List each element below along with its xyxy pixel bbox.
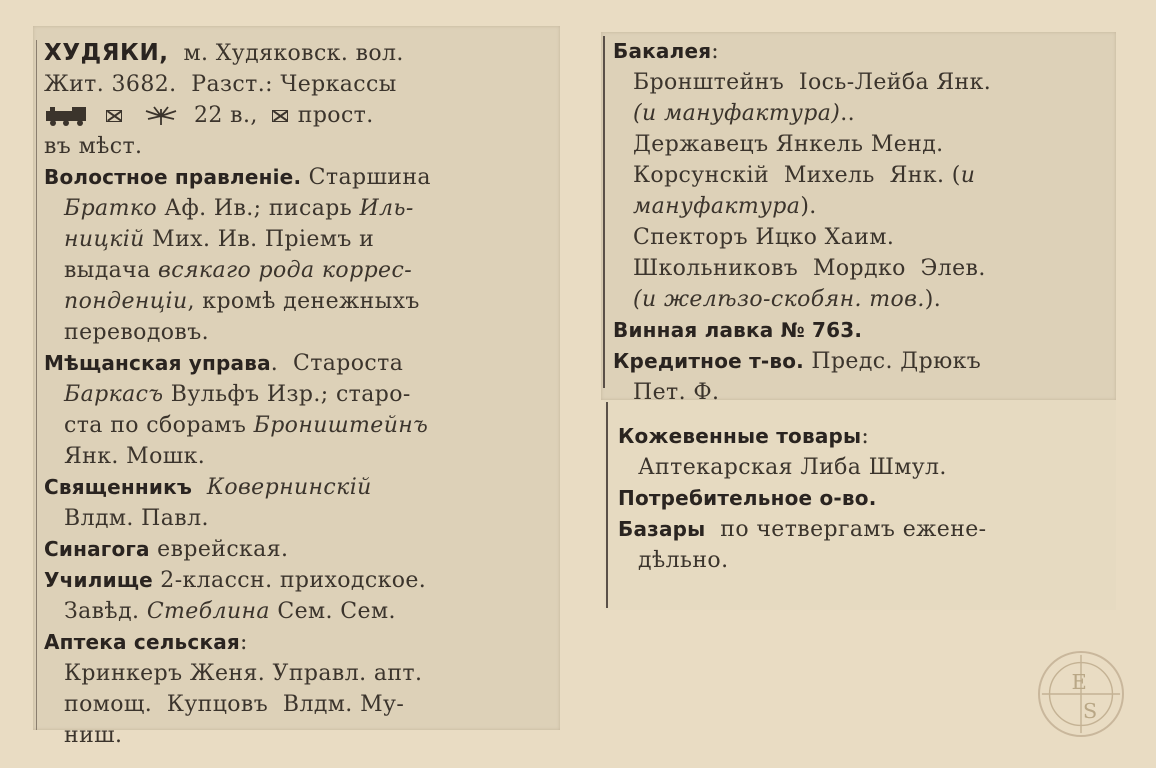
text-line (44, 410, 554, 441)
entry-text: дѣльно. (638, 548, 729, 573)
entry-text: Аптекарская Либа Шмул. (638, 455, 947, 480)
text-line (618, 545, 1108, 576)
entry-text: мануфактура (633, 194, 801, 219)
entry-text: (и желѣзо-скобян. тов. (633, 287, 925, 312)
text-line (618, 421, 1108, 452)
text-line (613, 98, 1113, 129)
entry-text: (и мануфактура) (633, 101, 841, 126)
entry-text: Жит. 3682. Разст.: Черкассы (44, 72, 397, 97)
entry-heading: Волостное правленіе. (44, 165, 302, 189)
entry-text: понденціи (64, 289, 188, 314)
text-line (613, 129, 1113, 160)
post-note-text: прост. (297, 103, 374, 128)
distance-text: 22 в., (194, 103, 258, 128)
entry-text: : (239, 630, 248, 655)
entry-text: ). (924, 287, 942, 312)
text-line (613, 253, 1113, 284)
entry-text: въ мѣст. (44, 134, 143, 159)
entry-heading: Базары (618, 517, 706, 541)
text-line (44, 100, 554, 131)
entry-text: Сем. Сем. (269, 599, 396, 624)
entry-text: Братко (64, 196, 158, 221)
entry-text: переводовъ. (64, 320, 209, 345)
entry-text: 2-классн. приходское. (152, 568, 427, 593)
left-column-text (44, 38, 554, 751)
text-line (44, 69, 554, 100)
text-line (613, 160, 1113, 191)
entry-text: ). (800, 194, 817, 219)
entry-heading: Аптека сельская (44, 630, 240, 654)
entry-heading: Мѣщанская управа (44, 351, 271, 375)
entry-text: Завѣд. (64, 599, 147, 624)
entry-text: : (711, 39, 720, 64)
watermark-seal (1038, 651, 1124, 737)
text-line (44, 38, 554, 69)
text-line (44, 348, 554, 379)
entry-text: Броништейнъ (253, 413, 429, 438)
text-line (613, 36, 1113, 67)
entry-text: Кринкеръ Женя. Управл. апт. (64, 661, 423, 686)
entry-text: еврейская. (149, 537, 289, 562)
text-line (44, 441, 554, 472)
entry-heading: Кожевенные товары (618, 424, 862, 448)
entry-text: Старшина (301, 165, 431, 190)
text-line (613, 284, 1113, 315)
entry-heading: Винная лавка № 763. (613, 318, 863, 342)
text-line (44, 162, 554, 193)
text-line (44, 224, 554, 255)
entry-text: Стеблина (146, 599, 270, 624)
text-line (618, 483, 1108, 514)
text-line (613, 191, 1113, 222)
entry-text: Школьниковъ Мордко Элев. (633, 256, 986, 281)
text-line (618, 514, 1108, 545)
right-column-text (613, 36, 1113, 408)
entry-text: ницкій (64, 227, 145, 252)
text-line (44, 503, 554, 534)
entry-text: выдача (64, 258, 159, 283)
entry-text: Влдм. Павл. (64, 506, 209, 531)
text-line (44, 131, 554, 162)
entry-heading: ХУДЯКИ, (44, 40, 169, 66)
entry-heading: Потребительное о-во. (618, 486, 877, 510)
entry-text: .. (840, 101, 856, 126)
entry-text: ста по сборамъ (64, 413, 254, 438)
entry-text: Мих. Ив. Пріемъ и (144, 227, 375, 252)
lower-right-column-text (618, 421, 1108, 576)
entry-heading: Бакалея (613, 39, 712, 63)
text-line (44, 255, 554, 286)
text-line (44, 720, 554, 751)
entry-text: Корсунскій Михель Янк. ( (633, 163, 961, 188)
entry-heading: Кредитное т-во. (613, 349, 804, 373)
seal-letter-top: E (1071, 670, 1087, 695)
entry-text: Баркасъ (64, 382, 164, 407)
right-column-rule (603, 36, 605, 388)
entry-text: ниш. (64, 723, 123, 748)
text-line (618, 452, 1108, 483)
entry-text: по четвергамъ ежене- (705, 517, 987, 542)
train-icon (44, 105, 90, 127)
text-line (44, 596, 554, 627)
text-line (44, 472, 554, 503)
text-line (44, 627, 554, 658)
text-line (613, 315, 1113, 346)
text-line (613, 67, 1113, 98)
entry-text: Вульфъ Изр.; старо- (163, 382, 411, 407)
lower-column-rule (606, 402, 608, 608)
text-line (613, 377, 1113, 408)
text-line (44, 565, 554, 596)
entry-text: м. Худяковск. вол. (168, 41, 404, 66)
text-line (44, 689, 554, 720)
entry-heading: Училище (44, 568, 153, 592)
entry-heading: Синагога (44, 537, 150, 561)
entry-text: . Староста (270, 351, 404, 376)
entry-text: Ковернинскій (206, 475, 372, 500)
text-line (44, 379, 554, 410)
entry-text: всякаго рода коррес- (158, 258, 413, 283)
entry-text: : (861, 424, 870, 449)
compass-seal-icon (1040, 653, 1122, 735)
left-column-rule (36, 40, 37, 730)
entry-text: и (960, 163, 976, 188)
telegraph-icon (142, 105, 180, 127)
entry-text: Пет. Ф. (633, 380, 720, 405)
text-line (44, 286, 554, 317)
entry-text: Аф. Ив.; писарь (157, 196, 360, 221)
entry-text: Иль- (359, 196, 414, 221)
entry-text: Державецъ Янкель Менд. (633, 132, 944, 157)
text-line (613, 222, 1113, 253)
entry-text: Спекторъ Ицко Хаим. (633, 225, 895, 250)
entry-text (192, 475, 207, 500)
envelope-icon (272, 110, 288, 122)
entry-text: помощ. Купцовъ Влдм. Му- (64, 692, 405, 717)
entry-text: Предс. Дрюкъ (803, 349, 982, 374)
entry-text: Янк. Мошк. (64, 444, 206, 469)
text-line (44, 317, 554, 348)
text-line (44, 658, 554, 689)
entry-text: Бронштейнъ Іось-Лейба Янк. (633, 70, 992, 95)
seal-letter-bottom: S (1082, 698, 1098, 723)
entry-heading: Священникъ (44, 475, 193, 499)
text-line (44, 534, 554, 565)
entry-text: , кромѣ денежныхъ (187, 289, 420, 314)
text-line (613, 346, 1113, 377)
text-line (44, 193, 554, 224)
envelope-icon (106, 110, 122, 122)
